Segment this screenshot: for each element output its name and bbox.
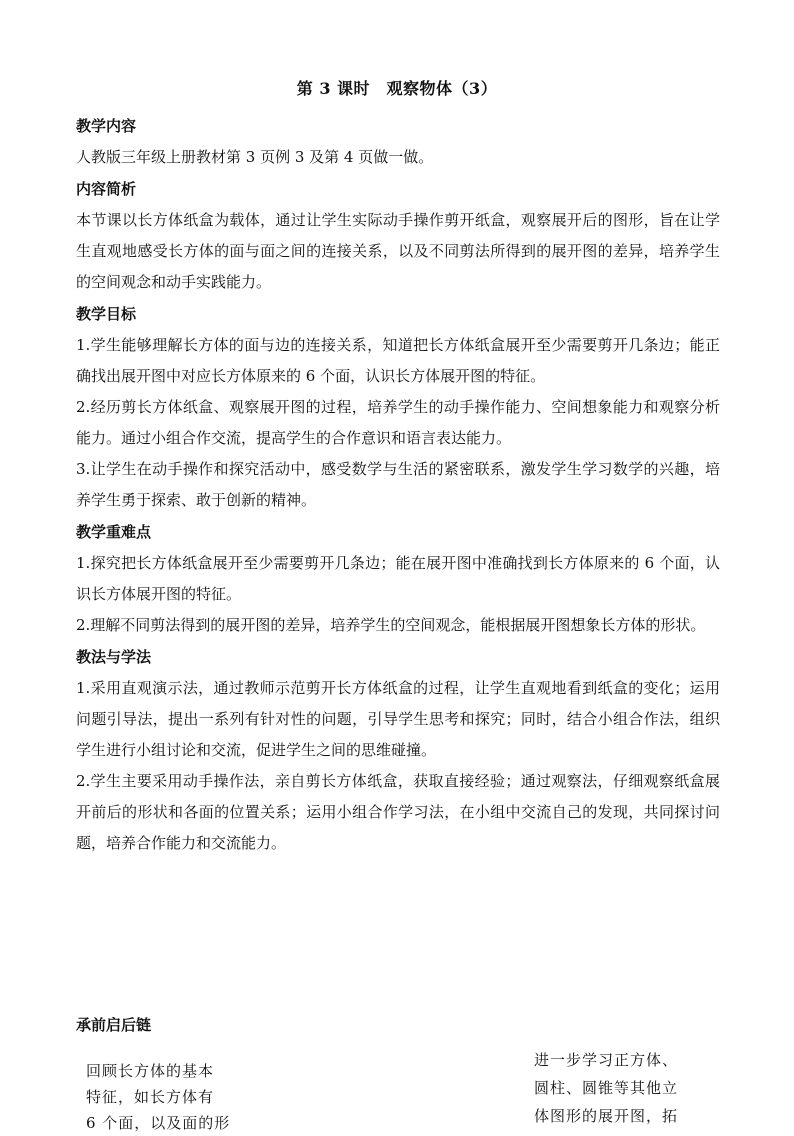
section-content — [76, 110, 720, 173]
section-paragraph: 2.理解不同剪法得到的展开图的差异，培养学生的空间观念，能根据展开图想象长方体的形状。 — [76, 616, 706, 634]
section-paragraph: 2.经历剪长方体纸盒、观察展开图的过程，培养学生的动手操作能力、空间想象能力和观察分析能力。通过小组合作交流，提高学生的合作意识和语言表达能力。 — [76, 398, 720, 447]
section-heading: 教学内容 — [76, 117, 137, 135]
section-analysis — [76, 173, 720, 298]
note-line: 回顾长方体的基本 — [86, 1062, 215, 1080]
section-paragraph: 1.探究把长方体纸盒展开至少需要剪开几条边；能在展开图中准确找到长方体原来的 6 个面，认识长方体展开图的特征。 — [76, 554, 720, 603]
section-heading: 教学重难点 — [76, 523, 152, 541]
lesson-body — [76, 110, 720, 859]
section-paragraph: 本节课以长方体纸盒为载体，通过让学生实际动手操作剪开纸盒，观察展开后的图形，旨在让学生直观地感受长方体的面与面之间的连接关系，以及不同剪法所得到的展开图的差异，培养学生的空间观念和动手实践能力。 — [76, 211, 720, 291]
note-line: 体图形的展开图，拓 — [534, 1107, 679, 1125]
chain-left-note — [86, 1058, 276, 1136]
section-heading: 教法与学法 — [76, 648, 152, 666]
section-paragraph: 2.学生主要采用动手操作法，亲自剪长方体纸盒，获取直接经验；通过观察法，仔细观察纸盒展开前后的形状和各面的位置关系；运用小组合作学习法，在小组中交流自己的发现，共同探讨问题，培养合作能力和交流能力。 — [76, 772, 720, 852]
chain-heading: 承前启后链 — [76, 1016, 152, 1034]
section-paragraph: 1.学生能够理解长方体的面与边的连接关系，知道把长方体纸盒展开至少需要剪开几条边；能正确找出展开图中对应长方体原来的 6 个面，认识长方体展开图的特征。 — [76, 336, 720, 385]
section-key-points — [76, 516, 720, 641]
note-line: 圆柱、圆锥等其他立 — [534, 1079, 679, 1097]
note-line: 进一步学习正方体、 — [534, 1051, 679, 1069]
section-paragraph: 1.采用直观演示法，通过教师示范剪开长方体纸盒的过程，让学生直观地看到纸盒的变化；运用问题引导法，提出一系列有针对性的问题，引导学生思考和探究；同时，结合小组合作法，组织学生进行小组讨论和交流，促进学生之间的思维碰撞。 — [76, 679, 720, 759]
chain-right-note — [534, 1046, 734, 1130]
page-title: 第 3 课时 观察物体（3） — [296, 79, 498, 98]
section-methods — [76, 641, 720, 859]
section-heading: 内容简析 — [76, 180, 137, 198]
section-goals — [76, 298, 720, 516]
note-line: 特征，如长方体有 — [86, 1088, 215, 1106]
section-paragraph: 人教版三年级上册教材第 3 页例 3 及第 4 页做一做。 — [76, 148, 434, 166]
section-heading: 教学目标 — [76, 305, 137, 323]
section-paragraph: 3.让学生在动手操作和探究活动中，感受数学与生活的紧密联系，激发学生学习数学的兴趣，培养学生勇于探索、敢于创新的精神。 — [76, 460, 720, 509]
note-line: 6 个面，以及面的形 — [86, 1114, 231, 1132]
